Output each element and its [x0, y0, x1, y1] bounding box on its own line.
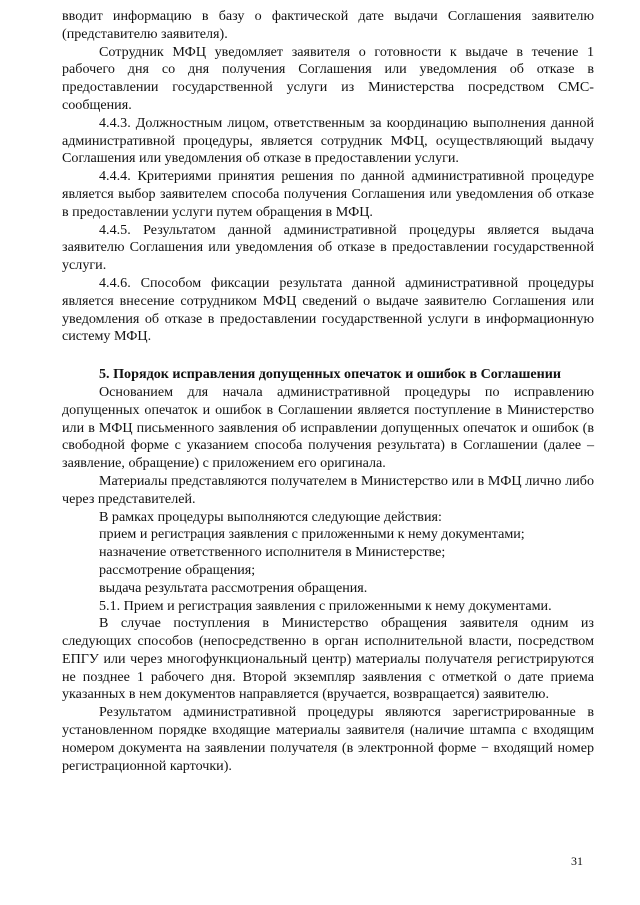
paragraph-sms-notification: Сотрудник МФЦ уведомляет заявителя о готовности к выдаче в течение 1 рабочего дня со дня получения Соглашения или уведомления об отказе в предоставлении государственной услуги из Министерства посредством СМС-сообщения. — [62, 43, 594, 113]
document-page — [62, 8, 594, 775]
paragraph-4-4-3: 4.4.3. Должностным лицом, ответственным за координацию выполнения данной административной процедуры, является сотрудник МФЦ, осуществляющий выдачу Соглашения или уведомления об отказе в предоставлении услуги. — [62, 114, 594, 167]
paragraph-registration: В случае поступления в Министерство обращения заявителя одним из следующих способов (непосредственно в орган исполнительной власти, посредством ЕПГУ или через многофункциональный центр) материалы получателя регистрируются не позднее 1 рабочего дня. Второй экземпляр заявления с отметкой о дате приема указанных в нем документов направляется (вручается, возвращается) заявителю. — [62, 615, 594, 703]
list-item-action: выдача результата рассмотрения обращения. — [99, 579, 368, 596]
list-item-action: рассмотрение обращения; — [99, 561, 256, 578]
section-5-heading: 5. Порядок исправления допущенных опечаток и ошибок в Соглашении — [99, 366, 561, 383]
paragraph-actions-intro: В рамках процедуры выполняются следующие действия: — [99, 508, 442, 525]
paragraph-materials: Материалы представляются получателем в Министерство или в МФЦ лично либо через представителей. — [62, 472, 594, 507]
list-item-action: прием и регистрация заявления с приложенными к нему документами; — [99, 526, 525, 543]
paragraph-basis: Основанием для начала административной процедуры по исправлению допущенных опечаток и ошибок в Соглашении является поступление в Министерство или в МФЦ письменного заявления об исправлении допущенных опечаток и ошибок (в свободной форме с указанием способа получения результата) в Соглашении (далее – заявление, обращение) с приложением его оригинала. — [62, 383, 594, 472]
section-spacer — [62, 346, 594, 366]
paragraph-result: Результатом административной процедуры являются зарегистрированные в установленном порядке входящие материалы заявителя (наличие штампа с входящим номером документа на заявлении получателя (в электронной форме − входящий номер регистрационной карточки). — [62, 704, 594, 774]
page-number: 31 — [571, 854, 583, 868]
paragraph-4-4-6: 4.4.6. Способом фиксации результата данной административной процедуры является внесение сотрудником МФЦ сведений о выдаче заявителю Соглашения или уведомления об отказе в предоставлении государственной услуги в информационную систему МФЦ. — [62, 274, 594, 345]
paragraph-4-4-5: 4.4.5. Результатом данной административной процедуры является выдача заявителю Соглашения или уведомления об отказе в предоставлении государственной услуги. — [62, 221, 594, 274]
subsection-5-1-title: 5.1. Прием и регистрация заявления с приложенными к нему документами. — [99, 597, 552, 614]
paragraph-intake-continuation: вводит информацию в базу о фактической дате выдачи Соглашения заявителю (представителю заявителя). — [62, 8, 594, 42]
list-item-action: назначение ответственного исполнителя в Министерстве; — [99, 544, 446, 561]
paragraph-4-4-4: 4.4.4. Критериями принятия решения по данной административной процедуре является выбор заявителем способа получения Соглашения или уведомления об отказе в предоставлении услуги путем обращения в МФЦ. — [62, 168, 594, 220]
